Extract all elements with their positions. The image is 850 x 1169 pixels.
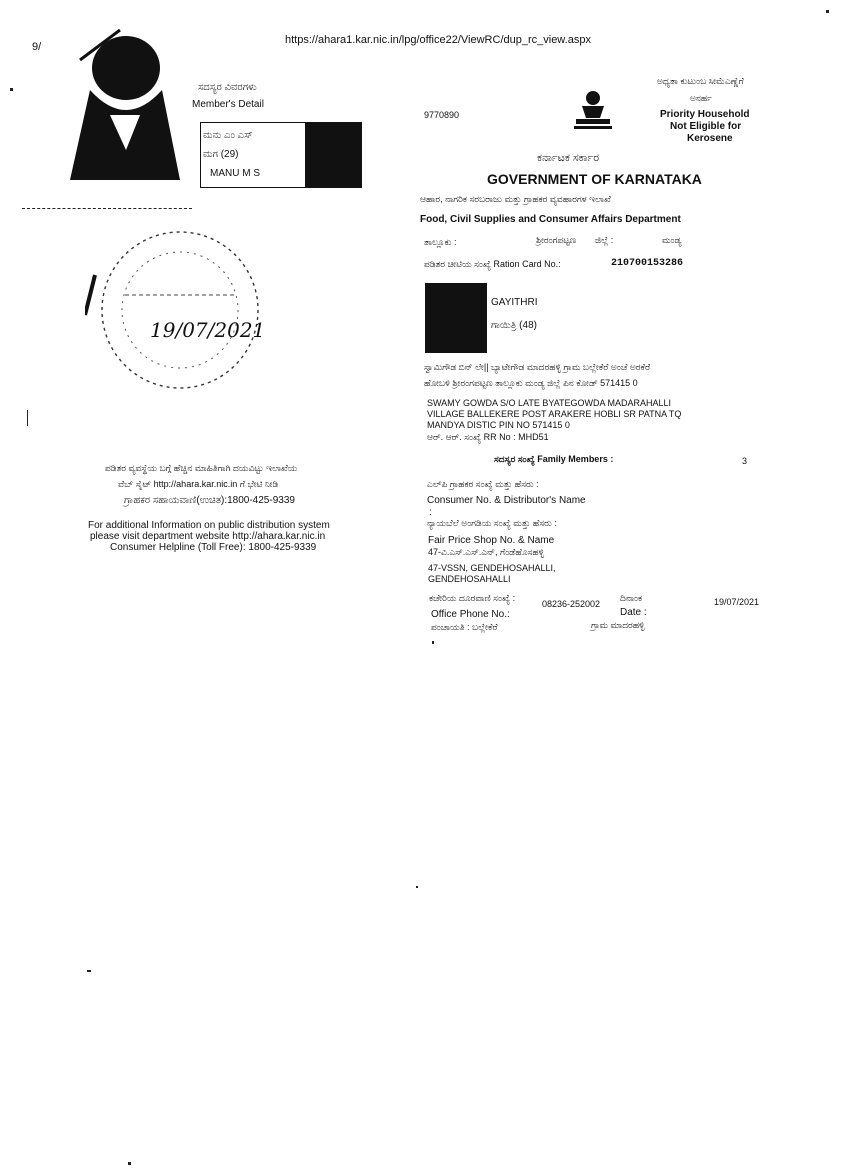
fps-label-kn: ನ್ಯಾಯಬೆಲೆ ಅಂಗಡಿಯ ಸಂಖ್ಯೆ ಮತ್ತು ಹೆಸರು :	[427, 518, 557, 528]
dept-en: Food, Civil Supplies and Consumer Affairs Department	[420, 214, 681, 225]
lpg-label-kn: ಎಲ್‌ಪಿ ಗ್ರಾಹಕರ ಸಂಖ್ಯೆ ಮತ್ತು ಹೆಸರು :	[427, 479, 539, 489]
address-en-2: VILLAGE BALLEKERE POST ARAKERE HOBLI SR PATNA TQ	[427, 409, 682, 419]
category-kn-2: ಅನರ್ಹ	[690, 93, 712, 103]
helpline-en-1: For additional Information on public distribution system	[88, 520, 330, 531]
helpline-en-3: Consumer Helpline (Toll Free): 1800-425-9339	[110, 542, 317, 553]
district-label: ಜಿಲ್ಲೆ :	[595, 235, 614, 245]
office-seal	[85, 225, 275, 395]
date-en: Date :	[620, 607, 647, 618]
head-photo-redaction	[425, 283, 487, 353]
taluk-label: ತಾಲ್ಲೂಕು :	[424, 237, 457, 247]
lpg-label-en: Consumer No. & Distributor's Name	[427, 495, 586, 506]
scan-speck	[87, 970, 91, 972]
member-redaction	[305, 123, 361, 187]
fps-label-en: Fair Price Shop No. & Name	[428, 535, 555, 546]
member-name-kn: ಮನು ಎಂ ಎಸ್	[203, 130, 253, 141]
office-phone-kn: ಕಚೇರಿಯ ದೂರವಾಣಿ ಸಂಖ್ಯೆ :	[429, 593, 516, 603]
page-number: 9/	[32, 41, 42, 53]
panchayat: ಪಂಚಾಯತಿ : ಬಲ್ಲೇಕೆರೆ	[431, 622, 498, 632]
member-photo	[60, 20, 200, 195]
scan-speck	[416, 886, 418, 888]
address-en-1: SWAMY GOWDA S/O LATE BYATEGOWDA MADARAHALLI	[427, 398, 672, 408]
ration-label: ಪಡಿತರ ಚೀಟಿಯ ಸಂಖ್ಯೆ Ration Card No.:	[424, 259, 561, 269]
stamp-date: 19/07/2021	[150, 318, 266, 342]
head-name-kn: ಗಾಯಿತ್ರಿ (48)	[491, 320, 537, 331]
family-label: ಸದಸ್ಯರ ಸಂಖ್ಯೆ Family Members :	[494, 454, 614, 464]
helpline-kn-1: ಪಡಿತರ ವ್ಯವಸ್ಥೆಯ ಬಗ್ಗೆ ಹೆಚ್ಚಿನ ಮಾಹಿತಿಗಾಗಿ ದಯವಿಟ್ಟು ಇಲಾಖೆಯ	[105, 463, 298, 473]
office-phone-en: Office Phone No.:	[431, 609, 510, 620]
category-en-2: Not Eligible for	[670, 121, 742, 132]
lpg-colon: :	[429, 507, 432, 518]
govt-en: GOVERNMENT OF KARNATAKA	[487, 171, 702, 187]
head-name-en: GAYITHRI	[491, 297, 538, 308]
member-name-en: MANU M S	[210, 168, 260, 179]
rr-number: ಆರ್. ಆರ್. ಸಂಖ್ಯೆ RR No : MHD51	[427, 432, 549, 442]
helpline-kn-3: ಗ್ರಾಹಕರ ಸಹಾಯವಾಣಿ(ಉಚಿತ):1800-425-9339	[124, 495, 295, 506]
card-code: 9770890	[424, 110, 460, 120]
address-kn-1: ಸ್ವಾಮಿಗೌಡ ಬಿನ್ ಲೇ|| ಬ್ಯಾಟೇಗೌಡ ಮಾದರಹಳ್ಳಿ ಗ್ರಾಮ ಬಲ್ಲೇಕೆರೆ ಅಂಚೆ ಅರಕೆರೆ	[424, 362, 651, 372]
date-value: 19/07/2021	[714, 597, 760, 607]
scan-speck	[128, 1162, 131, 1165]
category-kn: ಅಧ್ಯತಾ ಕುಟುಂಬ ಸೀಮೆಎಣ್ಣೆಗೆ	[657, 76, 744, 86]
category-en-1: Priority Household	[660, 109, 750, 120]
govt-kn: ಕರ್ನಾಟಕ ಸರ್ಕಾರ	[537, 152, 600, 164]
page-url: https://ahara1.kar.nic.in/lpg/office22/ViewRC/dup_rc_view.aspx	[285, 34, 591, 46]
member-title-kn: ಸದಸ್ಯರ ವಿವರಗಳು	[198, 82, 257, 93]
address-kn-2: ಹೋಬಳಿ ಶ್ರೀರಂಗಪಟ್ಟಣ ತಾಲ್ಲೂಕು ಮಂಡ್ಯ ಜಿಲ್ಲೆ ಪಿನ ಕೋಡ್ 571415 0	[424, 378, 638, 388]
fps-value-en-1: 47-VSSN, GENDEHOSAHALLI,	[428, 563, 556, 573]
date-kn: ದಿನಾಂಕ	[620, 593, 643, 603]
office-phone-value: 08236-252002	[542, 599, 601, 609]
scan-speck	[826, 10, 829, 13]
address-en-3: MANDYA DISTIC PIN NO 571415 0	[427, 420, 570, 430]
taluk-value: ಶ್ರೀರಂಗಪಟ್ಟಣ	[536, 235, 577, 245]
karnataka-emblem-icon	[570, 88, 616, 132]
fps-value-kn: 47-ವಿ.ಎಸ್.ಎಸ್.ಎನ್, ಗೆಂಡೆಹೊಸಹಳ್ಳಿ	[428, 547, 545, 557]
family-count: 3	[742, 456, 748, 466]
village: ಗ್ರಾಮ ಮಾದರಹಳ್ಳಿ	[591, 620, 645, 630]
district-value: ಮಂಡ್ಯ	[662, 235, 682, 245]
member-title-en: Member's Detail	[192, 99, 264, 110]
category-en-3: Kerosene	[687, 133, 733, 144]
helpline-kn-2: ವೆಬ್ ಸೈಟ್ http://ahara.kar.nic.in ಗೆ ಭೇಟಿ ನೀಡಿ	[118, 479, 279, 489]
scan-speck	[10, 88, 13, 91]
fps-value-en-2: GENDEHOSAHALLI	[428, 574, 511, 584]
scan-speck	[27, 410, 28, 426]
ration-number: 210700153286	[611, 258, 684, 269]
helpline-en-2: please visit department website http://ahara.kar.nic.in	[90, 531, 326, 542]
member-relation-age: ಮಗ (29)	[203, 149, 239, 160]
scan-speck	[432, 641, 434, 644]
dept-kn: ಆಹಾರ, ನಾಗರಿಕ ಸರಬರಾಜು ಮತ್ತು ಗ್ರಾಹಕರ ವ್ಯವಹಾರಗಳ ಇಲಾಖೆ	[420, 194, 611, 204]
photo-underline	[22, 208, 192, 209]
